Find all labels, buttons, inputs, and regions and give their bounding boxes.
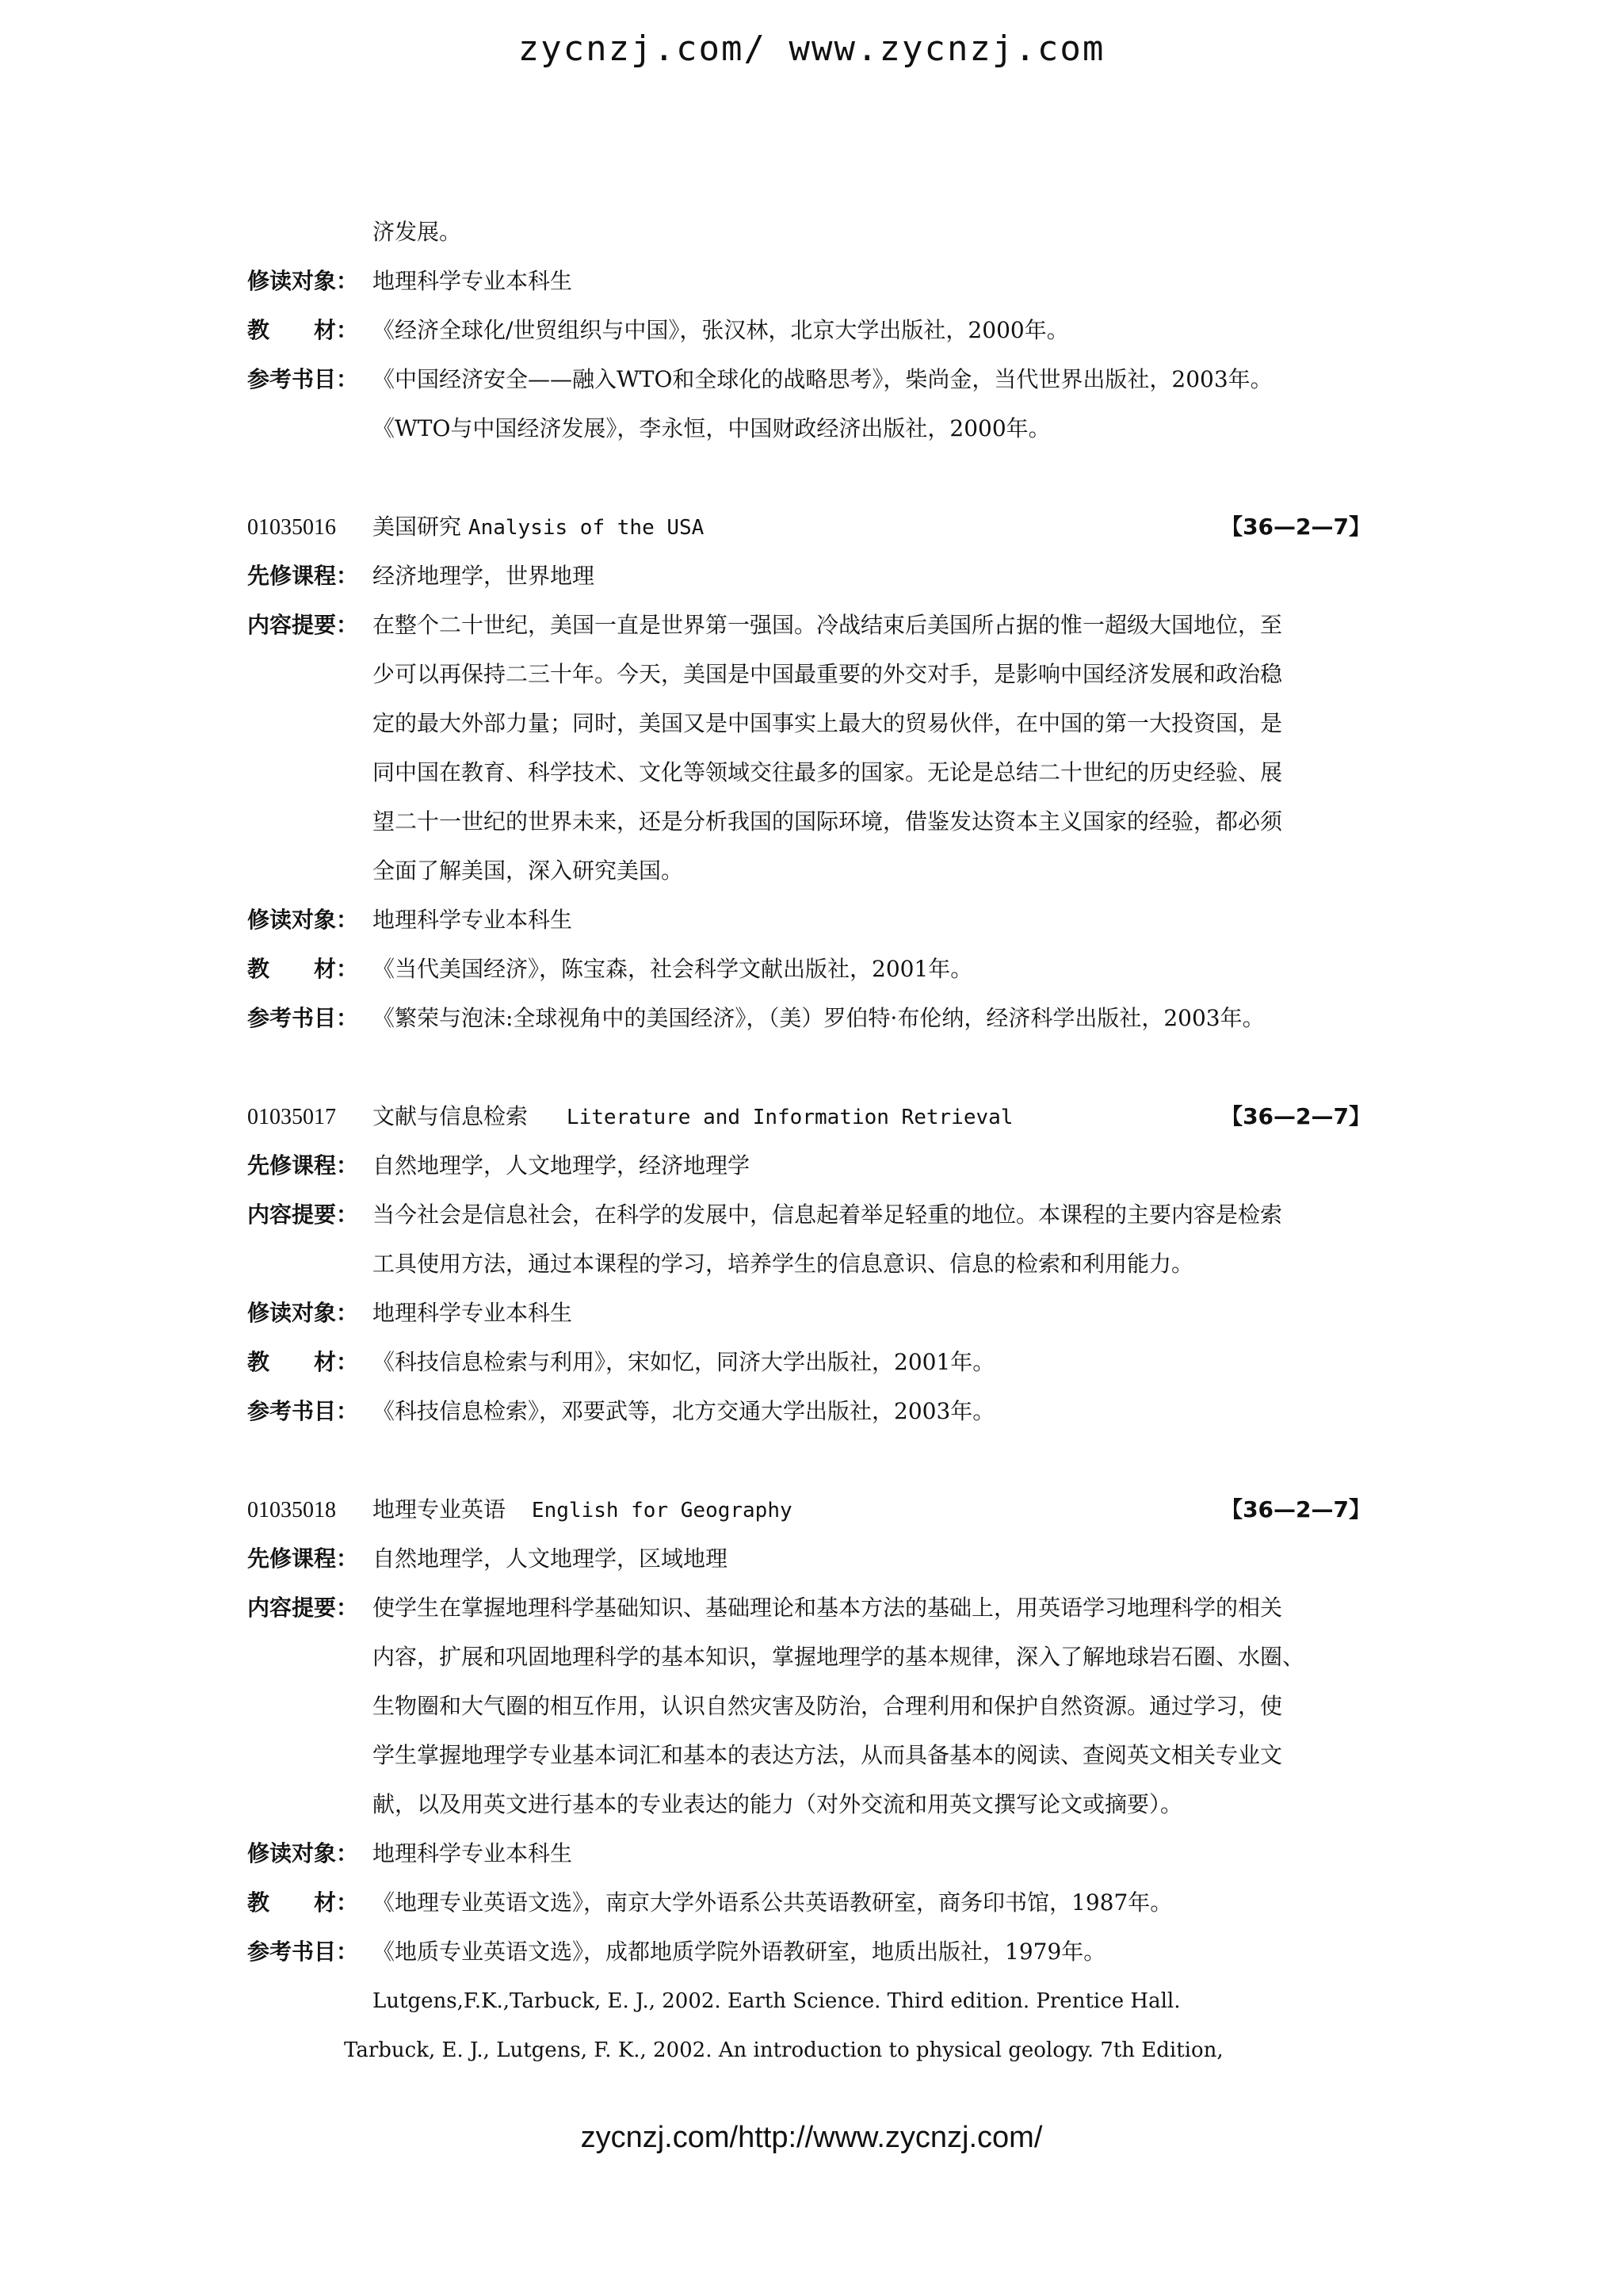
field-label: 内容提要： <box>247 1595 359 1621</box>
summary-line: 当今社会是信息社会，在科学的发展中，信息起着举足轻重的地位。本课程的主要内容是检索 <box>372 1201 1283 1228</box>
field-label: 先修课程： <box>247 1152 359 1179</box>
course-credits: 【36—2—7】 <box>1220 514 1371 540</box>
field-value: 《地理专业英语文选》，南京大学外语系公共英语教研室，商务印书馆，1987年。 <box>372 1889 1173 1916</box>
spacer <box>247 1436 1388 1485</box>
references-row <box>247 355 1388 404</box>
summary-line: 定的最大外部力量；同时，美国又是中国事实上最大的贸易伙伴，在中国的第一大投资国，是 <box>372 710 1283 736</box>
field-value: 《繁荣与泡沫:全球视角中的美国经济》，（美）罗伯特·布伦纳，经济科学出版社，2003年。 <box>372 1005 1265 1031</box>
field-value: 自然地理学，人文地理学，区域地理 <box>372 1545 728 1572</box>
course-title-cn: 美国研究 <box>372 514 462 540</box>
course-block <box>247 1092 1388 1436</box>
field-label: 修读对象： <box>247 907 359 933</box>
course-code: 01035016 <box>247 515 336 540</box>
page-header-watermark: zycnzj.com/ www.zycnzj.com <box>517 29 1106 69</box>
course-code: 01035018 <box>247 1498 336 1522</box>
field-label: 参考书目： <box>247 366 359 392</box>
course-credits: 【36—2—7】 <box>1220 1103 1371 1129</box>
field-value: 地理科学专业本科生 <box>372 907 573 933</box>
course-title-en: Literature and Information Retrieval <box>566 1106 1014 1129</box>
summary-row <box>247 601 1388 650</box>
spacer <box>247 453 1388 502</box>
prereq-row <box>247 1141 1388 1190</box>
textbook-row <box>247 945 1388 994</box>
field-label: 参考书目： <box>247 1005 359 1031</box>
target-row <box>247 896 1388 945</box>
field-value: 《科技信息检索与利用》，宋如忆，同济大学出版社，2001年。 <box>372 1349 995 1375</box>
spacer <box>247 1043 1388 1092</box>
target-row <box>247 257 1388 306</box>
summary-line: 同中国在教育、科学技术、文化等领域交往最多的国家。无论是总结二十世纪的历史经验、展 <box>372 759 1283 785</box>
field-value: 《科技信息检索》，邓要武等，北方交通大学出版社，2003年。 <box>372 1398 995 1424</box>
course-block <box>247 502 1388 1043</box>
summary-line: 全面了解美国，深入研究美国。 <box>372 858 684 884</box>
course-block <box>247 1485 1388 2075</box>
summary-line: 生物圈和大气圈的相互作用，认识自然灾害及防治，合理利用和保护自然资源。通过学习，使 <box>372 1693 1283 1719</box>
field-label: 参考书目： <box>247 1398 359 1424</box>
field-value: 自然地理学，人文地理学，经济地理学 <box>372 1152 750 1179</box>
references-row <box>247 1387 1388 1436</box>
field-label: 修读对象： <box>247 1840 359 1866</box>
references-continuation: 《WTO与中国经济发展》，李永恒，中国财政经济出版社，2000年。 <box>372 415 1051 441</box>
textbook-row <box>247 1338 1388 1387</box>
prereq-row <box>247 1534 1388 1584</box>
summary-line: 使学生在掌握地理科学基础知识、基础理论和基本方法的基础上，用英语学习地理科学的相关 <box>372 1595 1283 1621</box>
summary-line: 少可以再保持二三十年。今天，美国是中国最重要的外交对手，是影响中国经济发展和政治稳 <box>372 661 1283 687</box>
field-label: 先修课程： <box>247 563 359 589</box>
field-value: 《中国经济安全——融入WTO和全球化的战略思考》，柴尚金，当代世界出版社，2003年。 <box>372 366 1273 392</box>
summary-line: 望二十一世纪的世界未来，还是分析我国的国际环境，借鉴发达资本主义国家的经验，都必须 <box>372 808 1283 835</box>
field-value: 《当代美国经济》，陈宝森，社会科学文献出版社，2001年。 <box>372 956 973 982</box>
course-catalog-page <box>247 208 1388 2075</box>
summary-row <box>247 1584 1388 1633</box>
course-title-en: English for Geography <box>531 1499 792 1522</box>
field-label: 教 材： <box>247 956 359 982</box>
course-heading <box>247 502 1388 552</box>
summary-line: 内容，扩展和巩固地理科学的基本知识，掌握地理学的基本规律，深入了解地球岩石圈、水圈、 <box>372 1644 1305 1670</box>
field-label: 修读对象： <box>247 268 359 294</box>
field-value: 经济地理学，世界地理 <box>372 563 595 589</box>
course-title-en: Analysis of the USA <box>468 516 705 540</box>
summary-line: 学生掌握地理学专业基本词汇和基本的表达方法，从而具备基本的阅读、查阅英文相关专业文 <box>372 1742 1283 1768</box>
field-value: 地理科学专业本科生 <box>372 1300 573 1326</box>
course-title-cn: 地理专业英语 <box>372 1496 506 1522</box>
field-label: 内容提要： <box>247 1201 359 1228</box>
course-credits: 【36—2—7】 <box>1220 1496 1371 1522</box>
field-label: 教 材： <box>247 317 359 343</box>
field-value: 《经济全球化/世贸组织与中国》，张汉林，北京大学出版社，2000年。 <box>372 317 1069 343</box>
reference-en: Lutgens,F.K.,Tarbuck, E. J., 2002. Earth Science. Third edition. Prentice Hall. <box>372 1989 1181 2013</box>
summary-line: 在整个二十世纪，美国一直是世界第一强国。冷战结束后美国所占据的惟一超级大国地位，至 <box>372 612 1283 638</box>
field-value: 地理科学专业本科生 <box>372 1840 573 1866</box>
field-value: 《地质专业英语文选》，成都地质学院外语教研室，地质出版社，1979年。 <box>372 1939 1106 1965</box>
course-heading <box>247 1485 1388 1534</box>
summary-continuation: 济发展。 <box>372 219 462 245</box>
field-label: 教 材： <box>247 1349 359 1375</box>
references-row <box>247 1927 1388 1977</box>
target-row <box>247 1829 1388 1878</box>
field-label: 参考书目： <box>247 1939 359 1965</box>
field-label: 先修课程： <box>247 1545 359 1572</box>
page-footer-watermark: zycnzj.com/http://www.zycnzj.com/ <box>580 2121 1043 2154</box>
reference-en: Tarbuck, E. J., Lutgens, F. K., 2002. An introduction to physical geology. 7th Edition, <box>344 2038 1224 2062</box>
prereq-row <box>247 552 1388 601</box>
course-heading <box>247 1092 1388 1141</box>
target-row <box>247 1289 1388 1338</box>
field-label: 内容提要： <box>247 612 359 638</box>
textbook-row <box>247 1878 1388 1927</box>
summary-line: 工具使用方法，通过本课程的学习，培养学生的信息意识、信息的检索和利用能力。 <box>372 1251 1194 1277</box>
textbook-row <box>247 306 1388 355</box>
course-title-cn: 文献与信息检索 <box>372 1103 529 1129</box>
field-value: 地理科学专业本科生 <box>372 268 573 294</box>
summary-line: 献，以及用英文进行基本的专业表达的能力（对外交流和用英文撰写论文或摘要）。 <box>372 1791 1183 1817</box>
field-label: 修读对象： <box>247 1300 359 1326</box>
course-code: 01035017 <box>247 1105 336 1129</box>
field-label: 教 材： <box>247 1889 359 1916</box>
references-row <box>247 994 1388 1043</box>
summary-row <box>247 1190 1388 1240</box>
